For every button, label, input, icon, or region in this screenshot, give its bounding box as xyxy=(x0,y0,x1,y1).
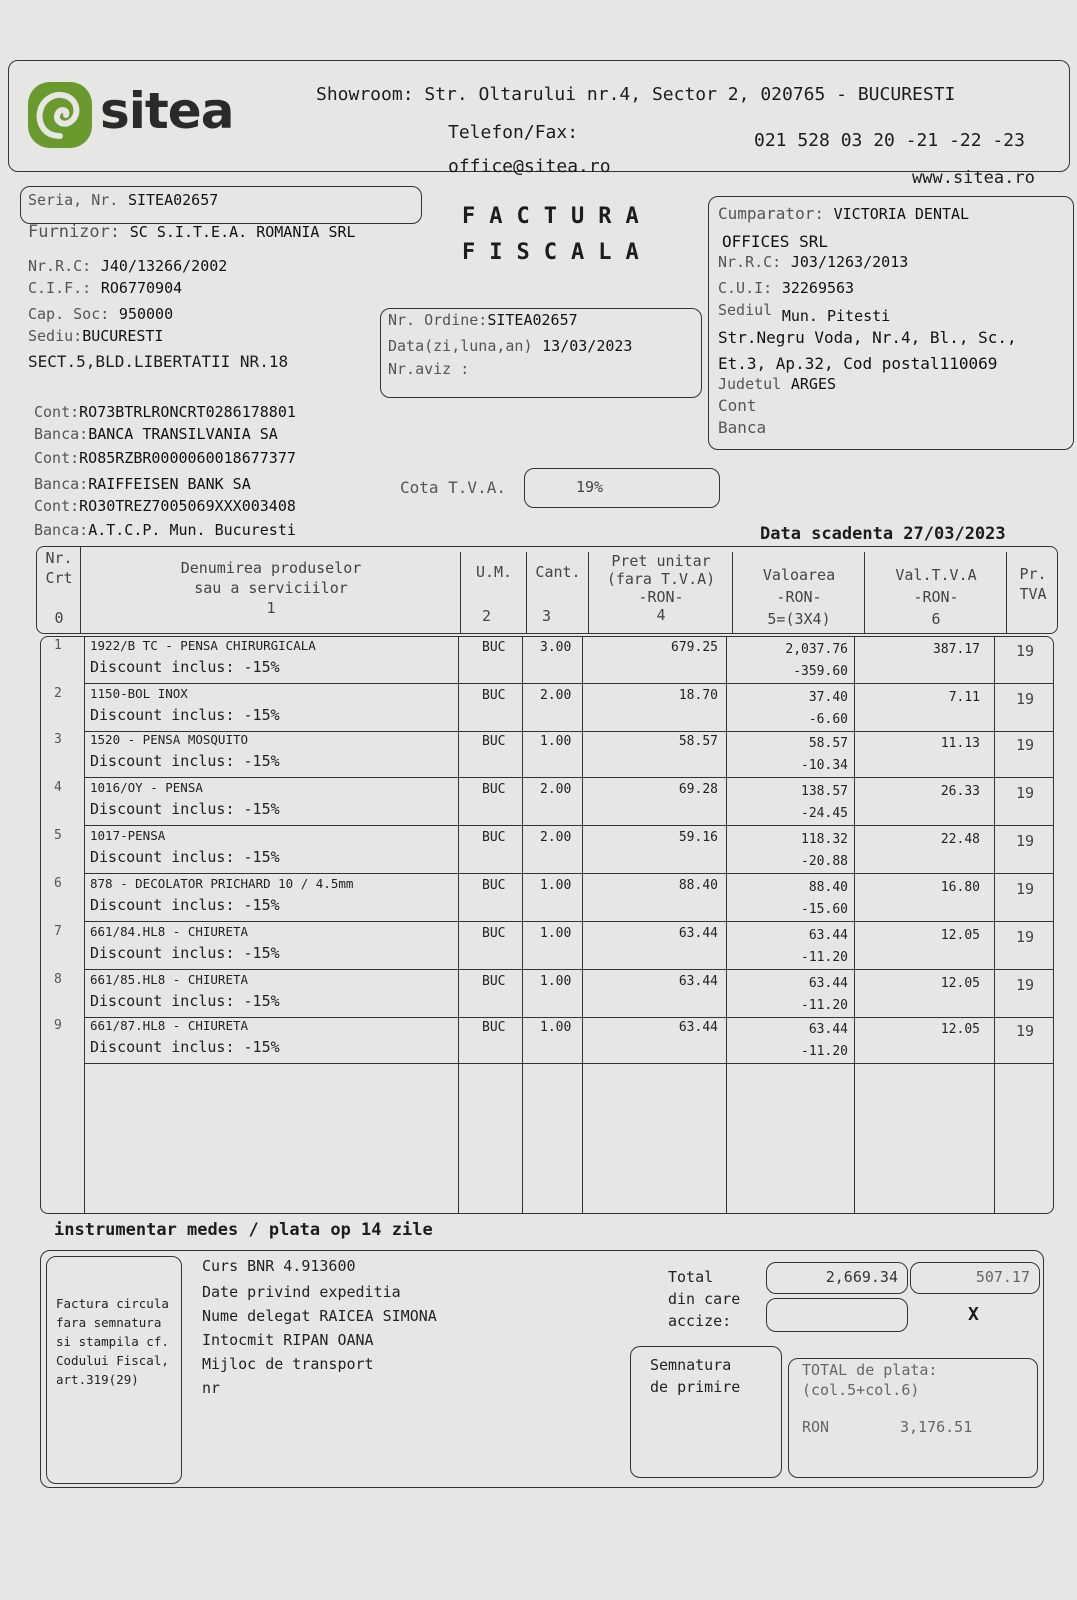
row-nr: 3 xyxy=(54,732,62,747)
row-product-name: 661/87.HL8 - CHIURETA xyxy=(90,1018,249,1033)
row-pr-tva: 19 xyxy=(1016,976,1035,994)
row-val-tva: 11.13 xyxy=(940,736,980,751)
row-cant: 1.00 xyxy=(540,926,572,941)
invoice-title-line2: FISCALA xyxy=(462,240,653,265)
data-scadenta: Data scadenta 27/03/2023 xyxy=(760,524,1006,544)
buyer-sediu: Sediul Mun. Pitesti xyxy=(718,301,891,325)
row-cant: 2.00 xyxy=(540,688,572,703)
header-valoarea: Valoarea -RON- 5=(3X4) xyxy=(762,566,836,628)
row-divider xyxy=(84,777,1054,778)
total-plata-label: TOTAL de plata: (col.5+col.6) xyxy=(802,1361,938,1399)
row-nr: 8 xyxy=(54,972,62,987)
col-divider xyxy=(582,636,583,1214)
col-divider xyxy=(588,552,589,634)
row-valoare: 37.40 xyxy=(808,690,848,705)
row-val-tva: 12.05 xyxy=(940,1022,980,1037)
row-valoare: 63.44 xyxy=(808,928,848,943)
col-divider xyxy=(1006,552,1007,634)
header-pret: Pret unitar (fara T.V.A) -RON- 4 xyxy=(606,552,716,624)
buyer-address-line2: Et.3, Ap.32, Cod postal110069 xyxy=(718,354,998,373)
col-divider xyxy=(864,552,865,634)
supplier-banca-1: Banca:BANCA TRANSILVANIA SA xyxy=(34,425,278,443)
buyer-banca: Banca xyxy=(718,418,767,437)
col-divider xyxy=(80,546,81,634)
row-cant: 1.00 xyxy=(540,1020,572,1035)
row-nr: 7 xyxy=(54,924,62,939)
col-divider xyxy=(994,636,995,1214)
email-link[interactable]: office@sitea.ro xyxy=(448,156,611,177)
row-product-name: 1017-PENSA xyxy=(90,828,166,843)
header-pr-tva: Pr. TVA xyxy=(1019,565,1047,603)
supplier-name: Furnizor: SC S.I.T.E.A. ROMANIA SRL xyxy=(28,222,356,242)
col-divider xyxy=(460,552,461,634)
expeditie-heading: Date privind expeditia xyxy=(202,1283,401,1301)
row-discount: Discount inclus: -15% xyxy=(90,944,280,962)
cota-tva-label: Cota T.V.A. xyxy=(400,478,506,497)
row-divider xyxy=(84,825,1054,826)
accize-box xyxy=(766,1298,908,1332)
row-valoare: 63.44 xyxy=(808,1022,848,1037)
col-divider xyxy=(522,636,523,1214)
row-cant: 1.00 xyxy=(540,734,572,749)
row-um: BUC xyxy=(482,926,506,941)
row-pret-unitar: 69.28 xyxy=(678,782,718,797)
row-divider xyxy=(84,1063,1054,1064)
col-divider xyxy=(726,636,727,1214)
order-aviz: Nr.aviz : xyxy=(388,360,470,378)
invoice-title-line1: FACTURA xyxy=(462,204,653,229)
supplier-banca-2: Banca:RAIFFEISEN BANK SA xyxy=(34,475,251,493)
row-valoare-discount: -15.60 xyxy=(801,902,848,917)
transport: Mijloc de transport xyxy=(202,1355,374,1373)
buyer-judet: Judetul ARGES xyxy=(718,375,837,393)
seria-value: SITEA02657 xyxy=(127,191,219,209)
row-cant: 3.00 xyxy=(540,640,572,655)
fiscal-note: Factura circula fara semnatura si stampila cf. Codului Fiscal, art.319(29) xyxy=(56,1296,169,1387)
row-nr: 2 xyxy=(54,686,62,701)
supplier-address: SECT.5,BLD.LIBERTATII NR.18 xyxy=(28,352,289,371)
row-pret-unitar: 679.25 xyxy=(671,640,718,655)
cota-tva-value: 19% xyxy=(576,478,604,496)
supplier-cont-3: Cont:RO30TREZ7005069XXX003408 xyxy=(34,497,296,515)
website-link[interactable]: www.sitea.ro xyxy=(912,168,1035,188)
seria-number xyxy=(28,190,218,209)
header-cant: Cant. 3 xyxy=(535,563,581,625)
row-pr-tva: 19 xyxy=(1016,832,1035,850)
buyer-cont: Cont xyxy=(718,396,757,415)
expedition-block xyxy=(202,1254,437,1400)
supplier-nrrc: Nr.R.C: J40/13266/2002 xyxy=(28,257,228,275)
row-pr-tva: 19 xyxy=(1016,736,1035,754)
accize-x-mark: X xyxy=(968,1304,979,1325)
invoice-remark: instrumentar medes / plata op 14 zile xyxy=(54,1220,433,1240)
logo-text: sitea xyxy=(100,82,234,140)
supplier-sediu: Sediu:BUCURESTI xyxy=(28,327,164,345)
row-pret-unitar: 88.40 xyxy=(678,878,718,893)
row-product-name: 878 - DECOLATOR PRICHARD 10 / 4.5mm xyxy=(90,876,354,891)
currency-label: RON xyxy=(802,1418,830,1436)
row-pret-unitar: 58.57 xyxy=(678,734,718,749)
row-pret-unitar: 59.16 xyxy=(678,830,718,845)
buyer-cui: C.U.I: 32269563 xyxy=(718,279,855,297)
supplier-cont-1: Cont:RO73BTRLRONCRT0286178801 xyxy=(34,403,296,421)
row-um: BUC xyxy=(482,1020,506,1035)
curs-bnr: Curs BNR 4.913600 xyxy=(202,1257,356,1275)
header-denumire: Denumirea produselor sau a serviciilor 1 xyxy=(180,559,362,617)
row-cant: 1.00 xyxy=(540,878,572,893)
row-pr-tva: 19 xyxy=(1016,1022,1035,1040)
total-plata-value: 3,176.51 xyxy=(900,1418,973,1436)
row-val-tva: 12.05 xyxy=(940,928,980,943)
row-um: BUC xyxy=(482,974,506,989)
row-nr: 1 xyxy=(54,638,62,653)
row-val-tva: 387.17 xyxy=(933,642,980,657)
row-product-name: 1520 - PENSA MOSQUITO xyxy=(90,732,249,747)
row-product-name: 1150-BOL INOX xyxy=(90,686,188,701)
row-um: BUC xyxy=(482,782,506,797)
showroom-address: Showroom: Str. Oltarului nr.4, Sector 2, 020765 - BUCURESTI xyxy=(316,84,956,105)
row-discount: Discount inclus: -15% xyxy=(90,800,280,818)
buyer-name-line2: OFFICES SRL xyxy=(722,232,828,251)
row-nr: 5 xyxy=(54,828,62,843)
total-value: 2,669.34 xyxy=(825,1268,898,1286)
row-cant: 2.00 xyxy=(540,782,572,797)
row-um: BUC xyxy=(482,688,506,703)
row-discount: Discount inclus: -15% xyxy=(90,992,280,1010)
row-valoare-discount: -11.20 xyxy=(801,950,848,965)
row-product-name: 661/84.HL8 - CHIURETA xyxy=(90,924,249,939)
row-valoare: 2,037.76 xyxy=(785,642,848,657)
supplier-capital: Cap. Soc: 950000 xyxy=(28,305,174,323)
row-um: BUC xyxy=(482,640,506,655)
supplier-cont-2: Cont:RO85RZBR0000060018677377 xyxy=(34,449,296,467)
row-valoare-discount: -11.20 xyxy=(801,998,848,1013)
row-pr-tva: 19 xyxy=(1016,690,1035,708)
row-product-name: 1922/B TC - PENSA CHIRURGICALA xyxy=(90,638,316,653)
row-pr-tva: 19 xyxy=(1016,880,1035,898)
order-number: Nr. Ordine:SITEA02657 xyxy=(388,311,578,329)
row-discount: Discount inclus: -15% xyxy=(90,706,280,724)
buyer-name: Cumparator: VICTORIA DENTAL xyxy=(718,204,970,223)
row-valoare: 118.32 xyxy=(801,832,848,847)
row-cant: 1.00 xyxy=(540,974,572,989)
row-discount: Discount inclus: -15% xyxy=(90,848,280,866)
row-valoare-discount: -6.60 xyxy=(808,712,848,727)
cota-tva-box xyxy=(524,468,720,508)
row-um: BUC xyxy=(482,830,506,845)
row-valoare: 63.44 xyxy=(808,976,848,991)
header-um: U.M. 2 xyxy=(475,563,513,625)
total-label: Total din care accize: xyxy=(668,1268,741,1330)
row-discount: Discount inclus: -15% xyxy=(90,896,280,914)
signature-label: Semnatura de primire xyxy=(650,1356,741,1396)
row-valoare: 58.57 xyxy=(808,736,848,751)
row-divider xyxy=(84,683,1054,684)
row-val-tva: 22.48 xyxy=(940,832,980,847)
header-val-tva: Val.T.V.A -RON- 6 xyxy=(895,566,977,628)
transport-nr: nr xyxy=(202,1379,221,1397)
col-divider xyxy=(526,552,527,634)
row-nr: 6 xyxy=(54,876,62,891)
buyer-nrrc: Nr.R.C: J03/1263/2013 xyxy=(718,253,909,271)
row-valoare-discount: -359.60 xyxy=(793,664,848,679)
row-valoare-discount: -11.20 xyxy=(801,1044,848,1059)
row-valoare: 138.57 xyxy=(801,784,848,799)
col-divider xyxy=(732,552,733,634)
intocmit: Intocmit RIPAN OANA xyxy=(202,1331,374,1349)
row-product-name: 1016/OY - PENSA xyxy=(90,780,203,795)
row-divider xyxy=(84,873,1054,874)
row-product-name: 661/85.HL8 - CHIURETA xyxy=(90,972,249,987)
row-valoare-discount: -24.45 xyxy=(801,806,848,821)
telfax-value: 021 528 03 20 -21 -22 -23 xyxy=(754,130,1025,151)
supplier-banca-3: Banca:A.T.C.P. Mun. Bucuresti xyxy=(34,521,296,539)
telfax-label: Telefon/Fax: xyxy=(448,122,579,143)
col-divider xyxy=(458,636,459,1214)
row-pr-tva: 19 xyxy=(1016,642,1035,660)
row-discount: Discount inclus: -15% xyxy=(90,658,280,676)
row-nr: 4 xyxy=(54,780,62,795)
row-val-tva: 12.05 xyxy=(940,976,980,991)
row-valoare: 88.40 xyxy=(808,880,848,895)
buyer-address-line1: Str.Negru Voda, Nr.4, Bl., Sc., xyxy=(718,328,1017,347)
row-discount: Discount inclus: -15% xyxy=(90,752,280,770)
row-nr: 9 xyxy=(54,1018,62,1033)
row-val-tva: 16.80 xyxy=(940,880,980,895)
row-divider xyxy=(84,921,1054,922)
row-divider xyxy=(84,969,1054,970)
seria-label: Seria, Nr. xyxy=(28,191,119,209)
col-divider xyxy=(854,636,855,1214)
order-date: Data(zi,luna,an) 13/03/2023 xyxy=(388,337,633,355)
company-logo xyxy=(26,78,266,154)
supplier-cif: C.I.F.: RO6770904 xyxy=(28,279,183,297)
row-valoare-discount: -10.34 xyxy=(801,758,848,773)
row-pr-tva: 19 xyxy=(1016,928,1035,946)
header-nr-crt: Nr. Crt 0 xyxy=(45,549,73,627)
row-discount: Discount inclus: -15% xyxy=(90,1038,280,1056)
row-pret-unitar: 63.44 xyxy=(678,974,718,989)
total-tva-value: 507.17 xyxy=(975,1268,1030,1286)
row-um: BUC xyxy=(482,734,506,749)
row-pret-unitar: 63.44 xyxy=(678,1020,718,1035)
row-um: BUC xyxy=(482,878,506,893)
row-pr-tva: 19 xyxy=(1016,784,1035,802)
col-divider xyxy=(84,636,85,1214)
row-pret-unitar: 63.44 xyxy=(678,926,718,941)
row-valoare-discount: -20.88 xyxy=(801,854,848,869)
row-val-tva: 26.33 xyxy=(940,784,980,799)
delegat: Nume delegat RAICEA SIMONA xyxy=(202,1307,437,1325)
row-pret-unitar: 18.70 xyxy=(678,688,718,703)
row-cant: 2.00 xyxy=(540,830,572,845)
row-val-tva: 7.11 xyxy=(948,690,980,705)
